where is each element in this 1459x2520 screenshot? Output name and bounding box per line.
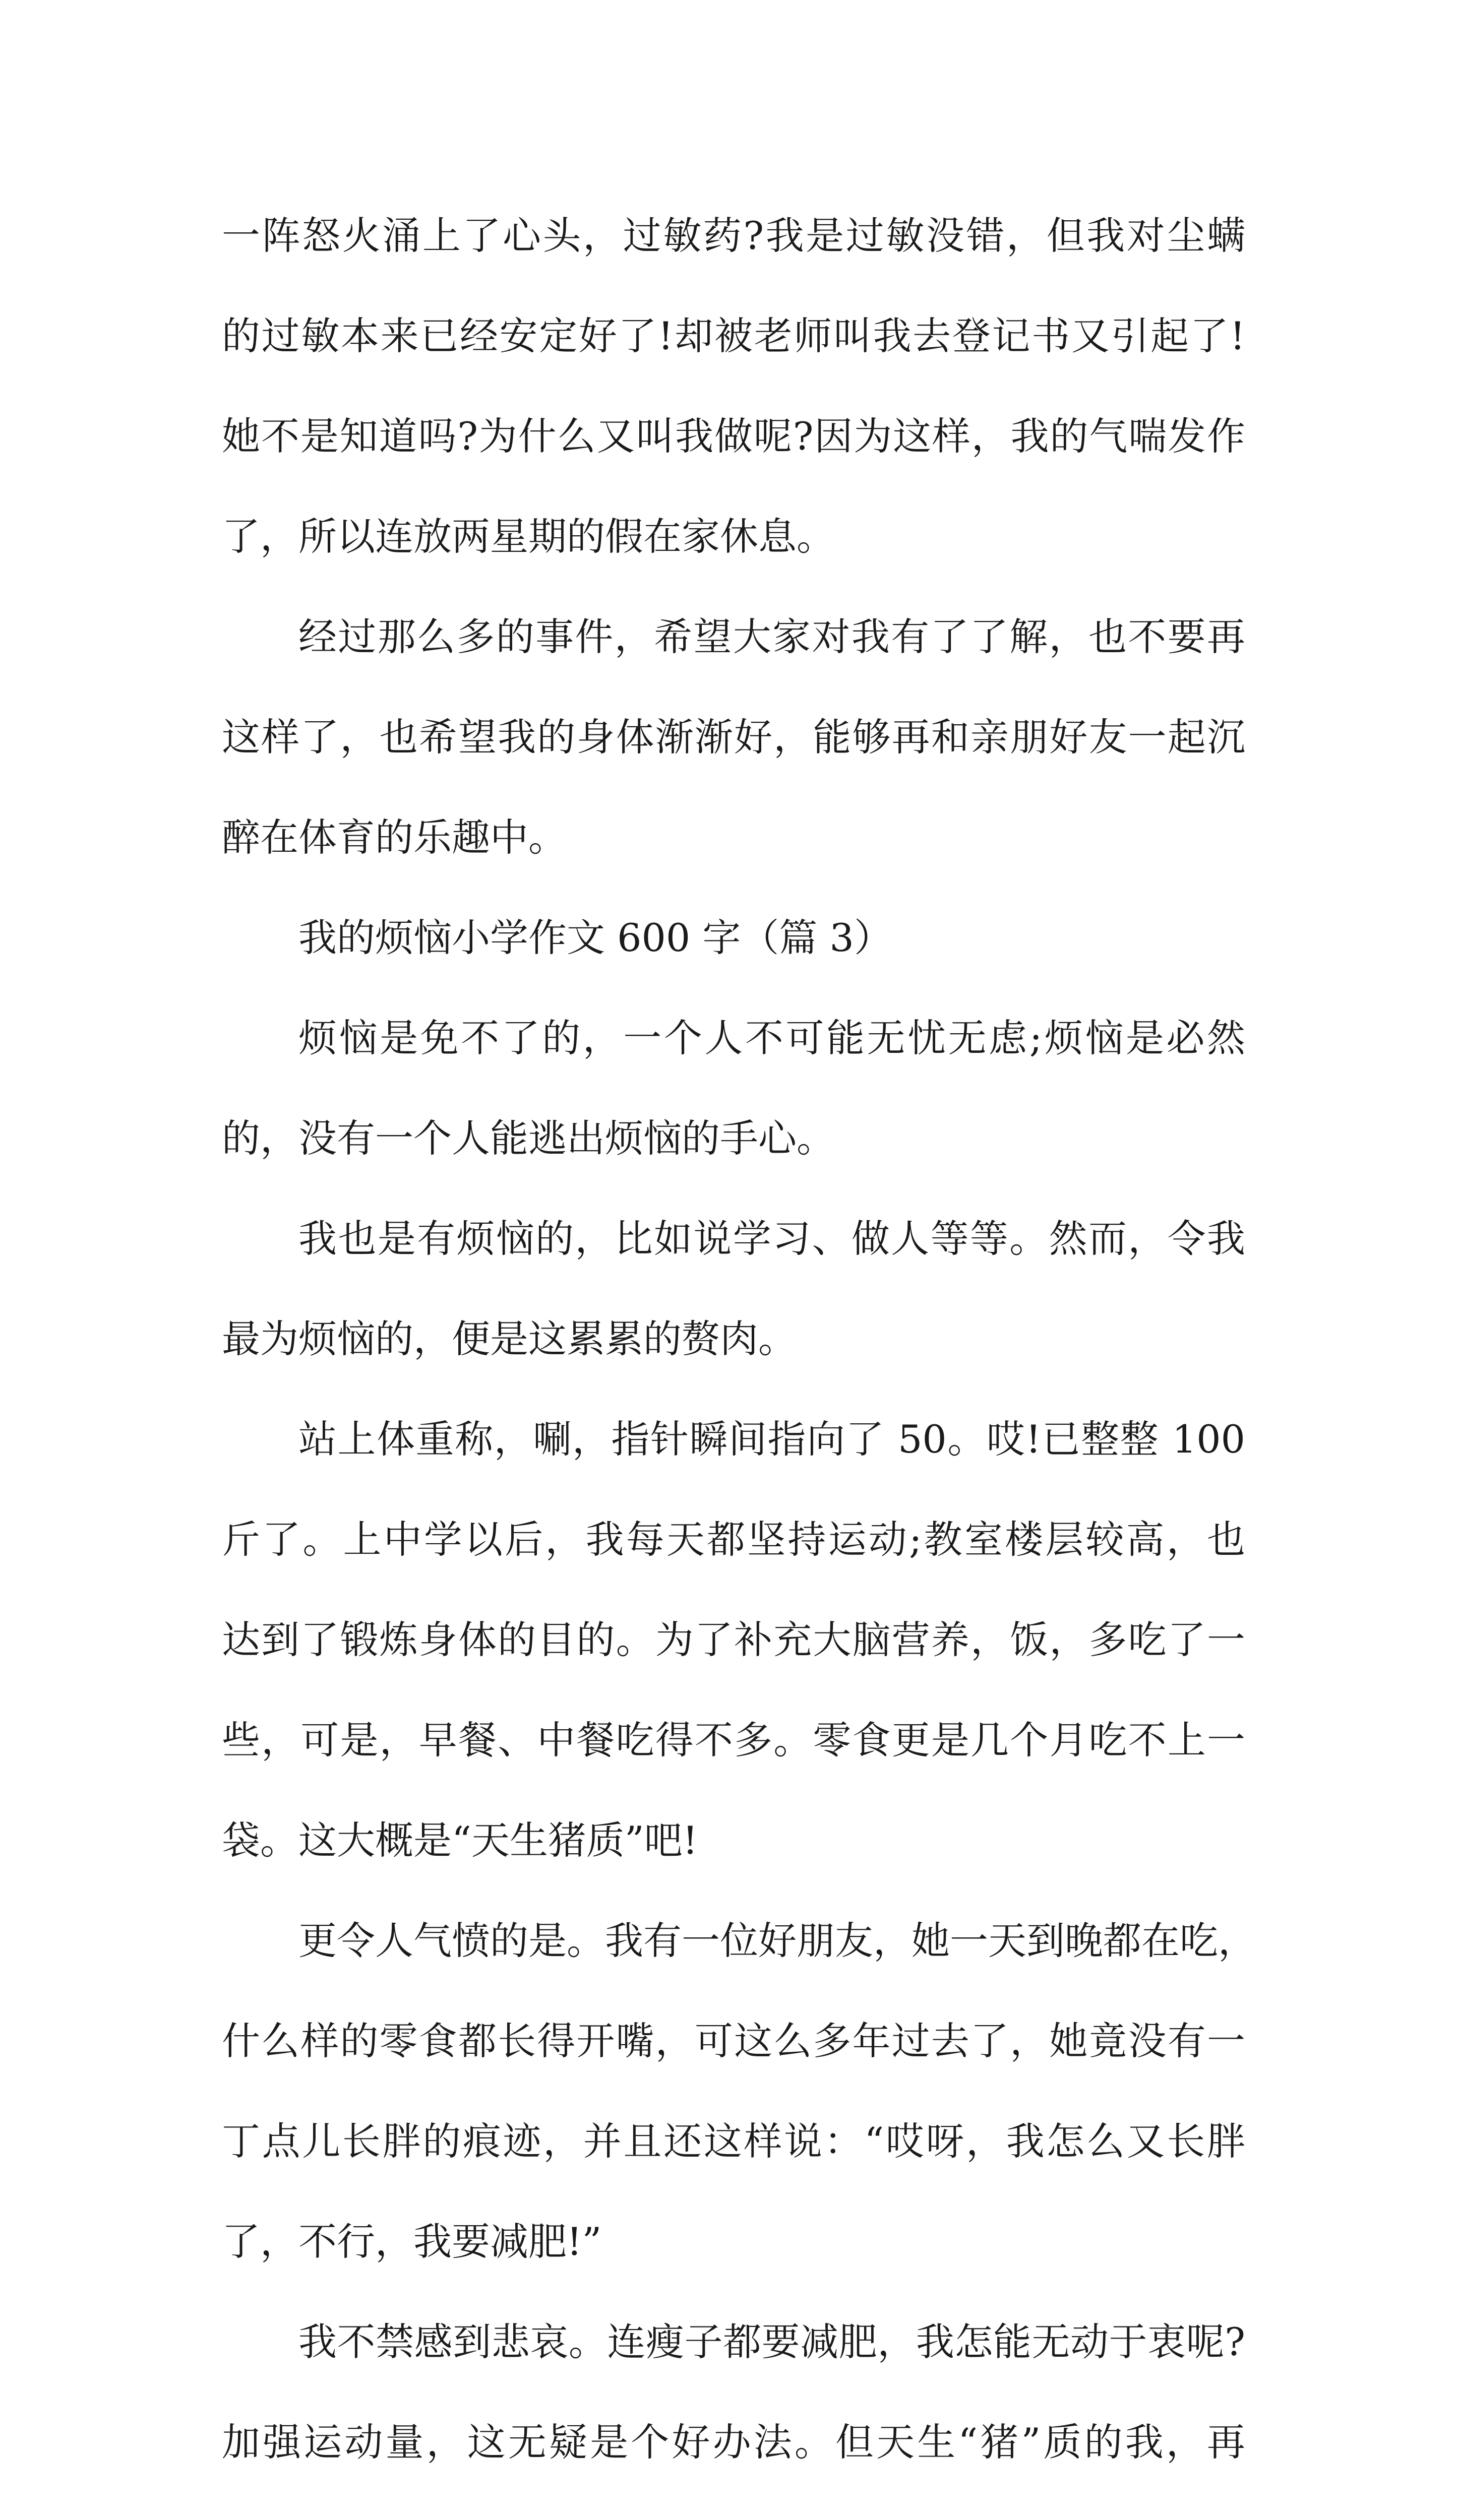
paragraph [222, 587, 1245, 888]
paragraph [222, 2292, 1245, 2520]
text-line: 达到了锻炼身体的目的。为了补充大脑营养，饭，多吃了一 [222, 1617, 1245, 1662]
text-line [222, 2492, 1245, 2520]
text-line: 斤了。上中学以后，我每天都坚持运动;教室楼层较高，也 [222, 1517, 1245, 1562]
text-line: 一阵怒火涌上了心头，过敏药?我是过敏没错，但我对尘螨 [222, 213, 1245, 258]
text-line: 些，可是，早餐、中餐吃得不多。零食更是几个月吃不上一 [222, 1718, 1245, 1762]
paragraph [222, 185, 1245, 587]
text-line: 站上体重称，唰，指针瞬间指向了 50。哎!已整整 100 [298, 1417, 1245, 1462]
text-line: 了，不行，我要减肥!” [222, 2219, 602, 2264]
text-line: 我的烦恼小学作文 600 字（篇 3） [298, 915, 892, 960]
text-line: 了，所以连放两星期的假在家休息。 [222, 514, 835, 559]
document-body [222, 185, 1256, 2520]
paragraph [222, 1389, 1245, 1891]
text-line: 袋。这大概是“天生猪质”吧! [222, 1818, 698, 1863]
text-line: 经过那么多的事件，希望大家对我有了了解，也不要再 [298, 614, 1245, 659]
text-line: 我不禁感到悲哀。连瘦子都要减肥，我怎能无动于衷呢? [298, 2319, 1245, 2364]
text-line: 丁点儿长胖的痕迹，并且还这样说：“哎呀，我怎么又长胖 [222, 2119, 1245, 2164]
text-line: 最为烦恼的，便是这累累的赘肉。 [222, 1316, 797, 1361]
text-line: 她不是知道吗?为什么又叫我做呢?因为这样，我的气喘发作 [222, 414, 1245, 459]
text-line: 更令人气愤的是。我有一位好朋友，她一天到晚都在吃， [298, 1918, 1256, 1963]
paragraph [222, 1891, 1256, 2292]
text-line: 的，没有一个人能逃出烦恼的手心。 [222, 1116, 835, 1161]
paragraph [222, 888, 1245, 988]
text-line: 这样了，也希望我的身体渐渐好，能够再和亲朋好友一起沉 [222, 715, 1245, 760]
text-line: 烦恼是免不了的，一个人不可能无忧无虑;烦恼是必然 [298, 1016, 1245, 1060]
paragraph [222, 1188, 1245, 1389]
text-line: 什么样的零食都长得开嘴，可这么多年过去了，她竟没有一 [222, 2019, 1245, 2063]
paragraph [222, 988, 1245, 1188]
text-line: 醉在体育的乐趣中。 [222, 815, 567, 860]
text-line: 我也是有烦恼的，比如说学习、做人等等。然而，令我 [298, 1216, 1245, 1261]
text-line: 的过敏本来已经安定好了!却被老师叫我去登记书又引起了! [222, 313, 1245, 358]
text-line: 加强运动量，这无疑是个好办法。但天生“猪”质的我，再 [222, 2420, 1245, 2465]
